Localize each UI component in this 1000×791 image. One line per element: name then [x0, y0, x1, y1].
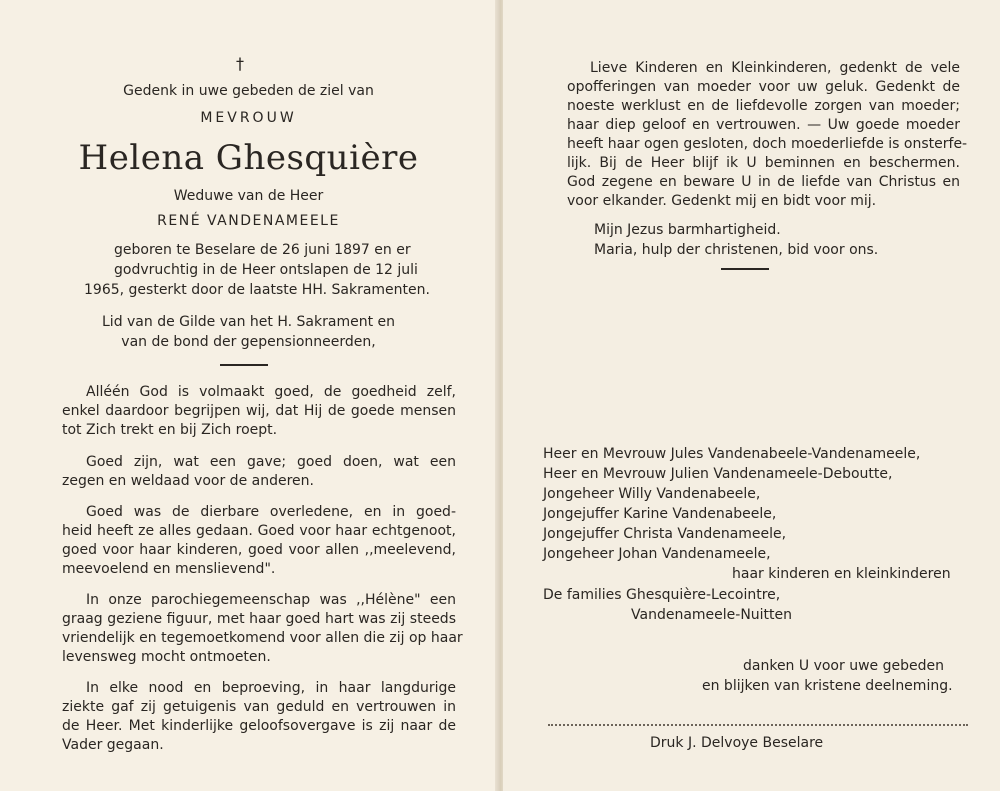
printer-credit: Druk J. Delvoye Beselare — [650, 735, 824, 751]
message-line: Lieve Kinderen en Kleinkinderen, gedenkt de vele — [590, 60, 960, 76]
tribute-line: Alléén God is volmaakt goed, de goedheid zelf, — [86, 384, 456, 400]
family-member: Jongeheer Johan Vandenameele, — [543, 546, 771, 562]
thanks-line: danken U voor uwe gebeden — [743, 658, 944, 674]
left-page — [0, 0, 497, 791]
tribute-line: graag geziene figuur, met haar goed hart was zij steeds — [62, 611, 456, 627]
family-member: Jongejuffer Karine Vandenabeele, — [543, 506, 777, 522]
prayer-line: Mijn Jezus barmhartigheid. — [594, 222, 781, 238]
husband-name: RENÉ VANDENAMEELE — [157, 213, 340, 229]
message-line: God zegene en beware U in de liefde van Christus en — [567, 174, 960, 190]
message-line: lijk. Bij de Heer blijf ik U beminnen en beschermen. — [567, 155, 960, 171]
prayer-line: Maria, hulp der christenen, bid voor ons. — [594, 242, 879, 258]
family-member: Jongejuffer Christa Vandenameele, — [543, 526, 787, 542]
tribute-line: Goed zijn, wat een gave; goed doen, wat een — [86, 454, 456, 470]
message-line: haar diep geloof en vertrouwen. — Uw goede moeder — [567, 117, 960, 133]
tribute-line: goed voor haar kinderen, goed voor allen ,,meelevend, — [62, 542, 456, 558]
tribute-line: In elke nood en beproeving, in haar langdurige — [86, 680, 456, 696]
widow-of-line: Weduwe van de Heer — [173, 188, 324, 204]
membership-line: van de bond der gepensionneerden, — [121, 334, 376, 350]
tribute-line: Goed was de dierbare overledene, en in goed- — [86, 504, 456, 520]
tribute-line: tot Zich trekt en bij Zich roept. — [62, 422, 278, 438]
tribute-line: heid heeft ze alles gedaan. Goed voor haar echtgenoot, — [62, 523, 456, 539]
families-line: Vandenameele-Nuitten — [631, 607, 793, 623]
family-member: Jongeheer Willy Vandenabeele, — [543, 486, 761, 502]
message-line: heeft haar ogen gesloten, doch moederliefde is onsterfe- — [567, 136, 968, 152]
intro-line: Gedenk in uwe gebeden de ziel van — [123, 83, 374, 99]
divider — [721, 268, 769, 270]
tribute-line: In onze parochiegemeenschap was ,,Hélène" een — [86, 592, 456, 608]
right-page — [503, 0, 1000, 791]
dotted-separator — [548, 724, 968, 726]
family-member: Heer en Mevrouw Julien Vandenameele-Deboutte, — [543, 466, 893, 482]
birth-line: 1965, gesterkt door de laatste HH. Sakramenten. — [84, 282, 430, 298]
tribute-line: enkel daardoor begrijpen wij, dat Hij de goede mensen — [62, 403, 456, 419]
message-line: opofferingen van moeder voor uw geluk. Gedenkt de — [567, 79, 960, 95]
family-member: Heer en Mevrouw Jules Vandenabeele-Vandenameele, — [543, 446, 921, 462]
birth-line: geboren te Beselare de 26 juni 1897 en er — [114, 242, 411, 258]
membership-line: Lid van de Gilde van het H. Sakrament en — [102, 314, 395, 330]
thanks-line: en blijken van kristene deelneming. — [702, 678, 953, 694]
message-line: noeste werklust en de liefdevolle zorgen van moeder; — [567, 98, 960, 114]
tribute-line: levensweg mocht ontmoeten. — [62, 649, 271, 665]
message-line: voor elkander. Gedenkt mij en bidt voor mij. — [567, 193, 877, 209]
tribute-line: zegen en weldaad voor de anderen. — [62, 473, 314, 489]
tribute-line: Vader gegaan. — [62, 737, 164, 753]
divider — [220, 364, 268, 366]
birth-line: godvruchtig in de Heer ontslapen de 12 juli — [114, 262, 418, 278]
tribute-line: meevoelend en menslievend". — [62, 561, 276, 577]
cross-symbol: † — [236, 54, 244, 73]
deceased-name: Helena Ghesquière — [78, 138, 419, 178]
tribute-line: de Heer. Met kinderlijke geloofsovergave is zij naar de — [62, 718, 456, 734]
tribute-line: ziekte gaf zij getuigenis van geduld en vertrouwen in — [62, 699, 456, 715]
family-suffix: haar kinderen en kleinkinderen — [732, 566, 951, 582]
title-mevrouw: MEVROUW — [200, 110, 297, 126]
tribute-line: vriendelijk en tegemoetkomend voor allen die zij op haar — [62, 630, 463, 646]
families-line: De families Ghesquière-Lecointre, — [543, 587, 781, 603]
